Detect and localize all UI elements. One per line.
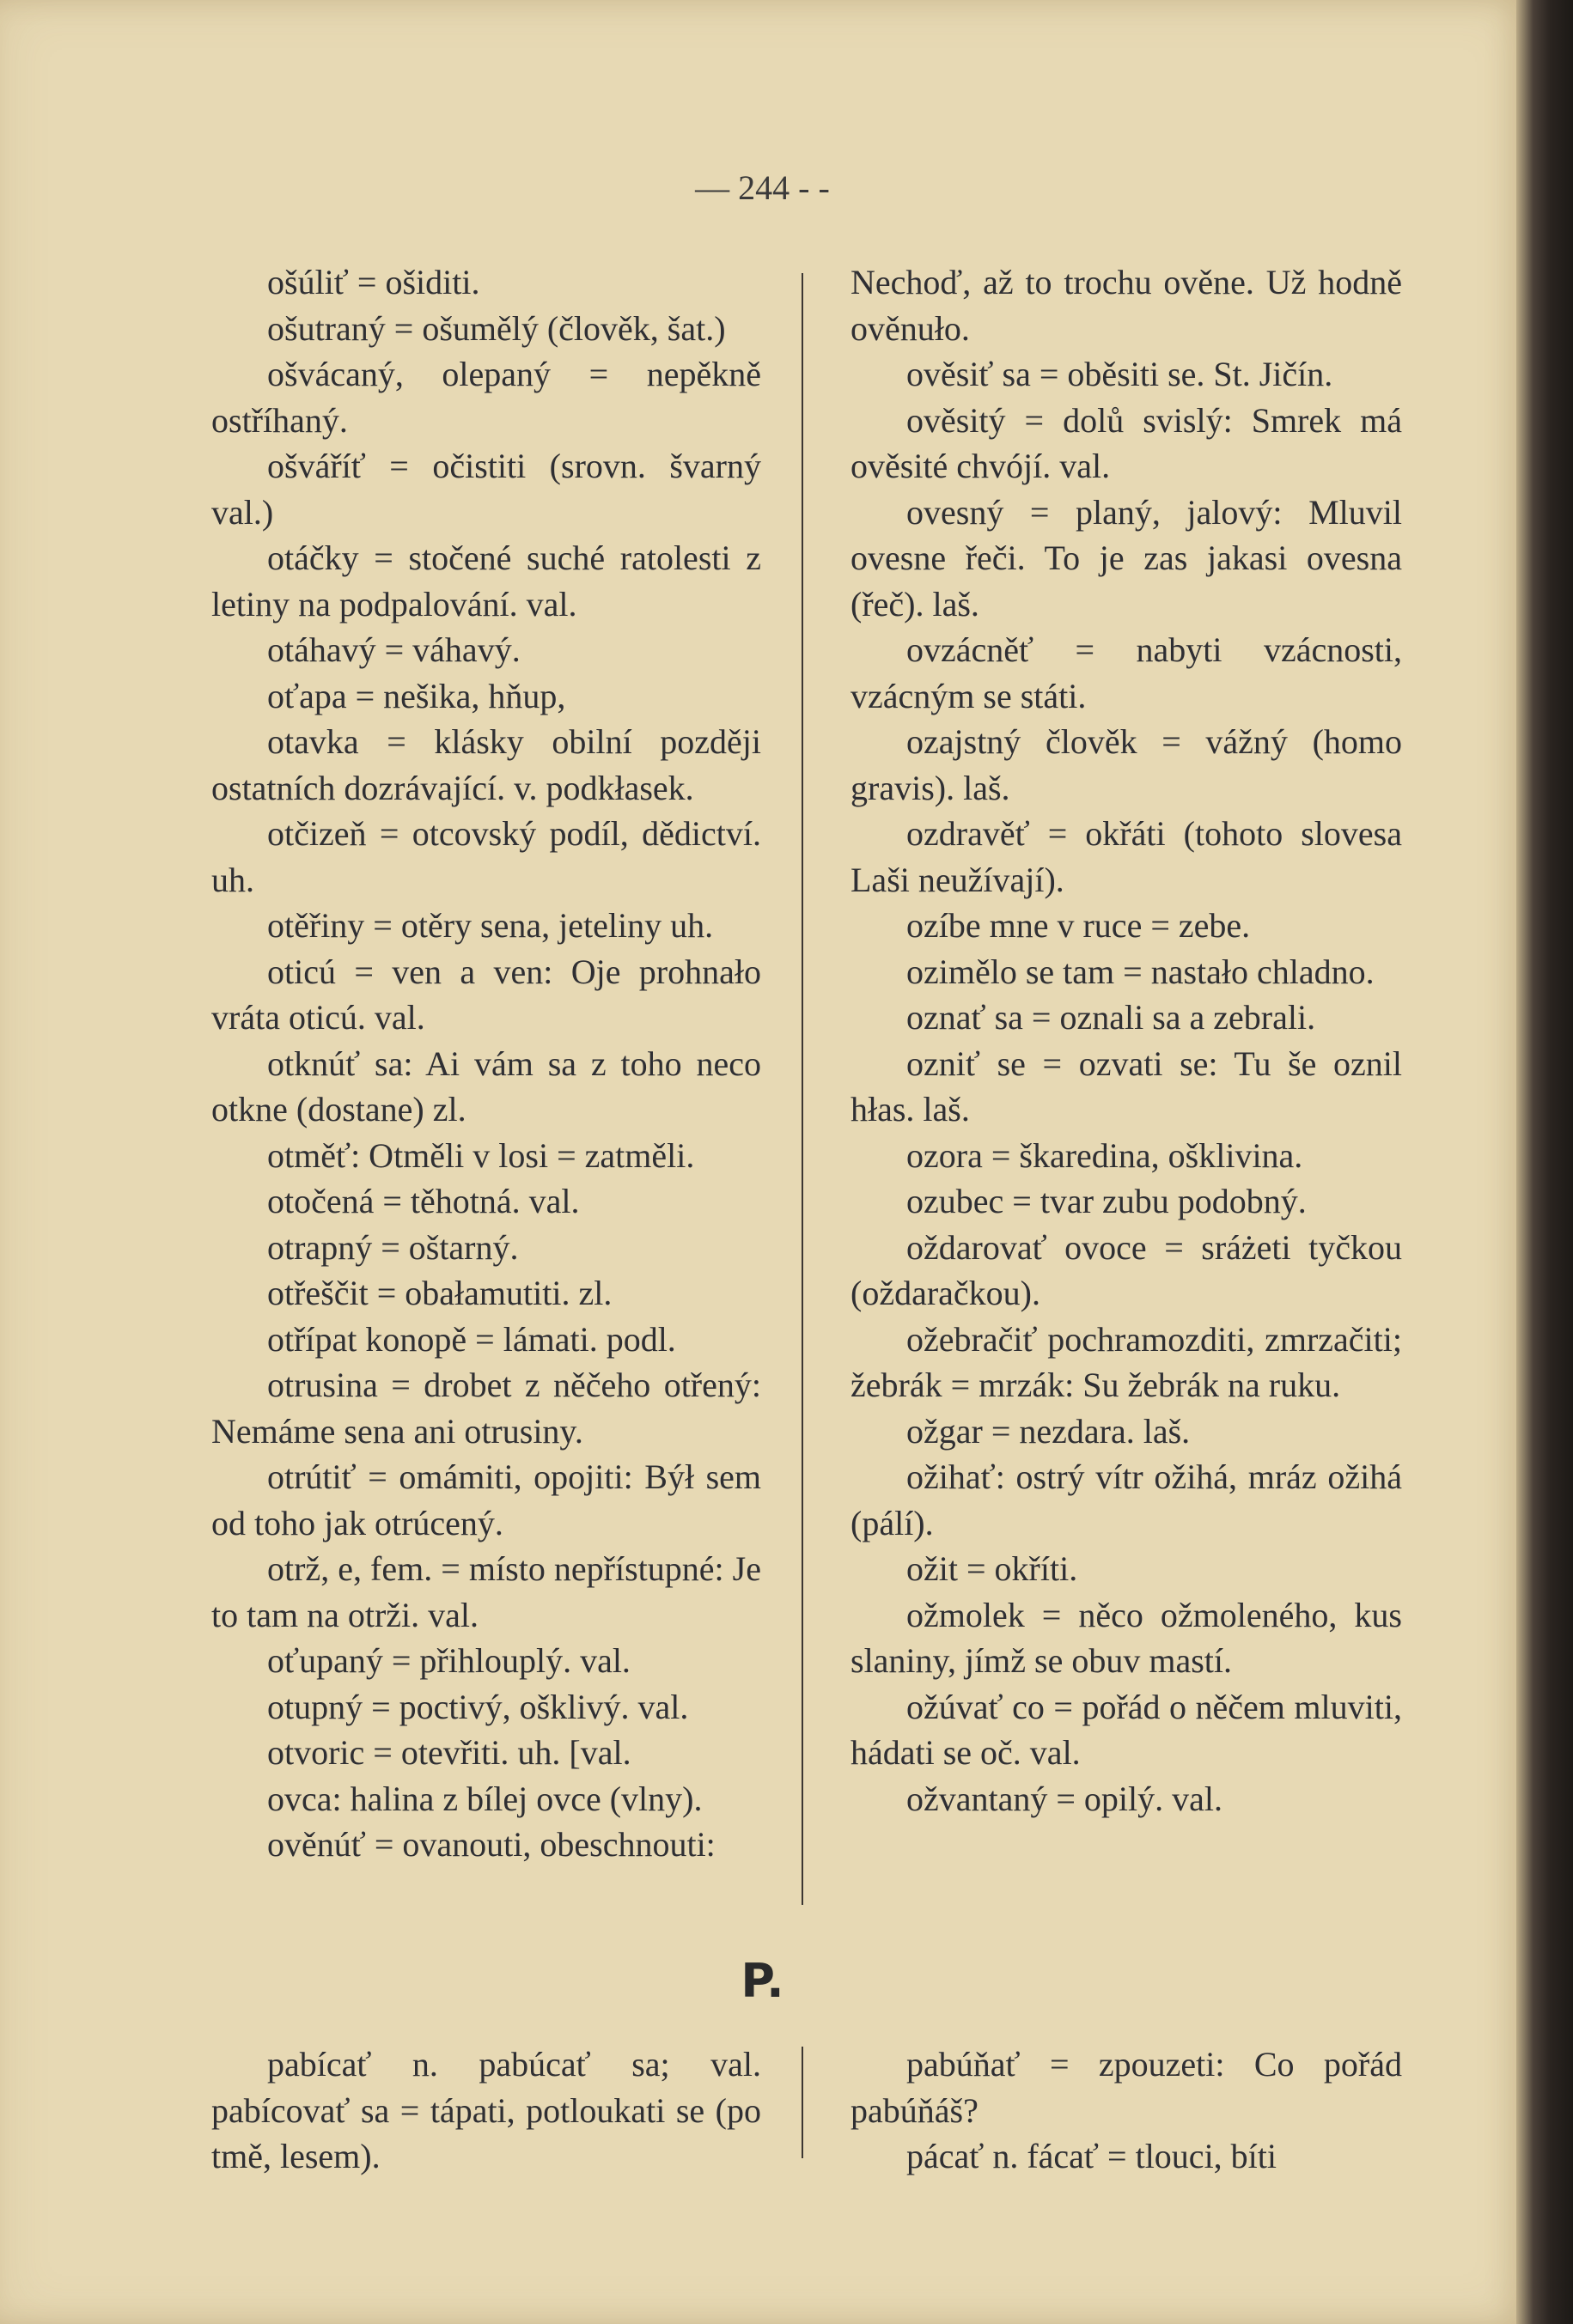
dictionary-entry: otvoric = otevřiti. uh. [val.: [267, 1733, 631, 1772]
dictionary-entry: ožvantaný = opilý. val.: [906, 1779, 1223, 1818]
dictionary-entry: oťapa = nešika, hňup,: [267, 676, 566, 715]
dictionary-entry: ozíbe mne v ruce = zebe.: [906, 906, 1251, 945]
dictionary-entry: ošutraný = ošumělý (člověk, šat.): [267, 308, 726, 348]
dictionary-entry: ovca: halina z bílej ovce (vlny).: [267, 1779, 703, 1818]
right-column: [851, 259, 1402, 1822]
dictionary-entry: oznať sa = oznali sa a zebrali.: [906, 998, 1316, 1037]
dictionary-entry: ošúliť = ošiditi.: [267, 263, 480, 301]
dictionary-entry: otknúť sa: Ai vám sa z toho neco otkne (dostane) zl.: [211, 1043, 761, 1129]
dictionary-entry: ožgar = nezdara. laš.: [906, 1411, 1191, 1451]
dictionary-entry: ošvácaný, olepaný = nepěkně ostříhaný.: [211, 355, 761, 440]
dictionary-entry: ozubec = tvar zubu podobný.: [906, 1182, 1307, 1220]
dictionary-entry: pabúňať = zpouzeti: Co pořád pabúňáš?: [851, 2045, 1402, 2130]
section-p-left-column: [211, 2041, 761, 2180]
dictionary-entry: otřípat konopě = lámati. podl.: [267, 1319, 676, 1359]
dictionary-entry: otrusina = drobet z něčeho otřený: Nemáme sena ani otrusiny.: [211, 1366, 761, 1451]
dictionary-entry: otrútiť = omámiti, opojiti: Býł sem od toho jak otrúcený.: [211, 1457, 761, 1542]
dictionary-entry: otrapný = oštarný.: [267, 1227, 519, 1267]
dictionary-entry: otrž, e, fem. = místo nepřístupné: Je to tam na otrži. val.: [211, 1549, 761, 1634]
dictionary-entry: oticú = ven a ven: Oje prohnało vráta oticú. val.: [211, 952, 761, 1037]
dictionary-entry: ožúvať co = pořád o něčem mluviti, hádati se oč. val.: [851, 1687, 1402, 1772]
dictionary-entry: otměť: Otměli v losi = zatměli.: [267, 1135, 695, 1175]
dictionary-entry: ověsitý = dolů svislý: Smrek má ověsité chvójí. val.: [851, 400, 1402, 485]
dictionary-entry: Nechoď, až to trochu ověne. Už hodně ověnuło.: [851, 263, 1402, 348]
dictionary-entry: ozora = škaredina, ošklivina.: [906, 1135, 1303, 1175]
dictionary-entry: otavka = klásky obilní později ostatních dozrávající. v. podkłasek.: [211, 722, 761, 807]
dictionary-entry: ozdravěť = okřáti (tohoto slovesa Laši neužívají).: [851, 814, 1402, 899]
dictionary-entry: otočená = těhotná. val.: [267, 1182, 580, 1220]
dictionary-entry: ověsiť sa = oběsiti se. St. Jičín.: [906, 355, 1333, 393]
dictionary-entry: ožebračiť pochramozditi, zmrzačiti; žebrák = mrzák: Su žebrák na ruku.: [851, 1319, 1402, 1404]
dictionary-entry: otěřiny = otěry sena, jeteliny uh.: [267, 906, 714, 945]
dictionary-entry: ozajstný člověk = vážný (homo gravis). laš.: [851, 722, 1402, 807]
dictionary-entry: otřeščit = obałamutiti. zl.: [267, 1274, 613, 1312]
section-heading-p: P.: [741, 1954, 784, 2008]
book-binding-edge: [1516, 0, 1573, 2324]
dictionary-entry: ošváříť = očistiti (srovn. švarný val.): [211, 447, 761, 532]
dictionary-entry: ožit = okříti.: [906, 1549, 1078, 1588]
page-number: — 244 - -: [695, 168, 830, 207]
dictionary-entry: ovzácněť = nabyti vzácnosti, vzácným se státi.: [851, 630, 1402, 715]
dictionary-entry: ožmolek = něco ožmoleného, kus slaniny, jímž se obuv mastí.: [851, 1595, 1402, 1680]
column-divider: [802, 2047, 803, 2158]
dictionary-entry: otupný = poctivý, ošklivý. val.: [267, 1687, 689, 1726]
dictionary-entry: ovesný = planý, jalový: Mluvil ovesne řeči. To je zas jakasi ovesna (řeč). laš.: [851, 492, 1402, 624]
dictionary-entry: ozniť se = ozvati se: Tu še oznil hłas. laš.: [851, 1043, 1402, 1129]
dictionary-entry: otáhavý = váhavý.: [267, 630, 521, 669]
left-column: [211, 259, 761, 1868]
dictionary-entry: pácať n. fácať = tlouci, bíti: [906, 2137, 1277, 2175]
dictionary-entry: pabícať n. pabúcať sa; val. pabícovať sa = tápati, potloukati se (po tmě, lesem).: [211, 2045, 761, 2175]
dictionary-entry: otáčky = stočené suché ratolesti z letiny na podpalování. val.: [211, 538, 761, 624]
dictionary-entry: oťupaný = přihlouplý. val.: [267, 1641, 631, 1680]
dictionary-entry: otčizeň = otcovský podíl, dědictví. uh.: [211, 814, 761, 899]
dictionary-entry: oždarovať ovoce = sráżeti tyčkou (oždaračkou).: [851, 1227, 1402, 1312]
section-p-right-column: [851, 2041, 1402, 2180]
dictionary-entry: ožihať: ostrý vítr ožihá, mráz ožihá (pálí).: [851, 1457, 1402, 1542]
dictionary-entry: ověnúť = ovanouti, obeschnouti:: [267, 1825, 716, 1864]
dictionary-entry: ozimělo se tam = nastało chladno.: [906, 952, 1375, 991]
column-divider: [802, 273, 803, 1905]
